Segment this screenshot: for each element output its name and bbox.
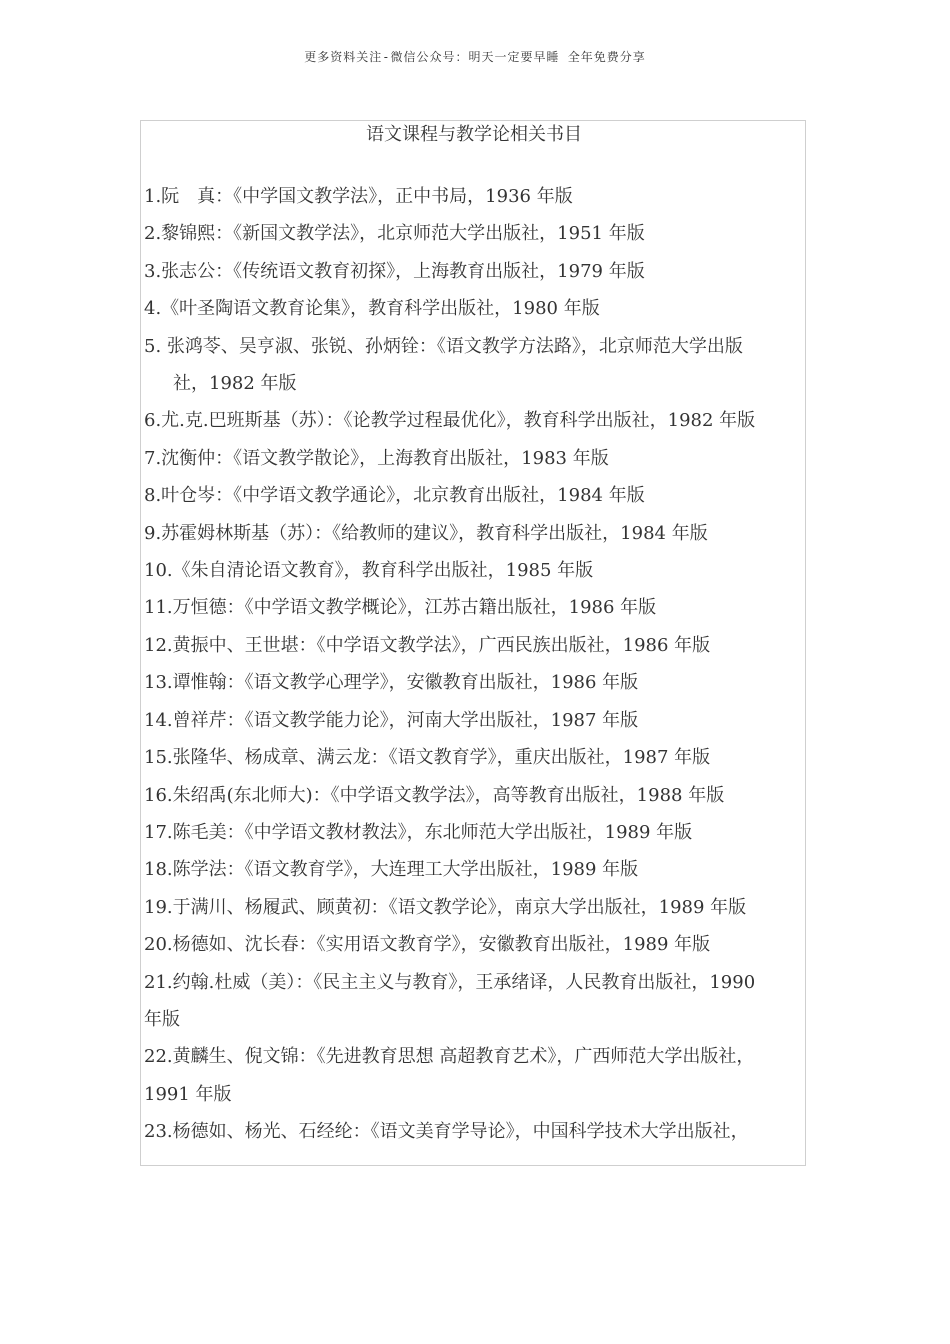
book-item-1: 1.阮 真：《中学国文教学法》，正中书局，1936 年版	[144, 186, 573, 207]
book-item-5: 5. 张鸿苓、吴亨淑、张锐、孙炳铨：《语文教学方法路》，北京师范大学出版	[144, 335, 743, 357]
book-item-5-continuation-text: 社，1982 年版	[173, 373, 297, 395]
book-list	[144, 178, 806, 1151]
document-frame	[140, 120, 806, 1166]
book-item-18: 18.陈学法：《语文教育学》，大连理工大学出版社，1989 年版	[144, 859, 639, 881]
book-item-13: 13.谭惟翰：《语文教学心理学》，安徽教育出版社，1986 年版	[144, 672, 639, 694]
book-item-11: 11.万恒德：《中学语文教学概论》，江苏古籍出版社，1986 年版	[144, 597, 657, 619]
book-item-21: 21.约翰.杜威（美）：《民主主义与教育》，王承绪译，人民教育出版社，1990	[144, 971, 756, 993]
book-item-21-continuation: 年版	[144, 1008, 180, 1030]
page-header-note: 更多资料关注-微信公众号：明天一定要早睡 全年免费分享	[304, 50, 646, 64]
book-item-22: 22.黄麟生、倪文锦：《先进教育思想 高超教育艺术》，广西师范大学出版社，	[144, 1046, 755, 1068]
book-item-14: 14.曾祥芹：《语文教学能力论》，河南大学出版社，1987 年版	[144, 709, 639, 731]
book-item-8: 8.叶仓岑：《中学语文教学通论》，北京教育出版社，1984 年版	[144, 485, 645, 507]
book-item-5-continuation	[144, 365, 806, 402]
book-item-16: 16.朱绍禹(东北师大)：《中学语文教学法》，高等教育出版社，1988 年版	[144, 784, 725, 806]
book-item-17: 17.陈毛美：《中学语文教材教法》，东北师范大学出版社，1989 年版	[144, 821, 693, 843]
book-item-20: 20.杨德如、沈长春：《实用语文教育学》，安徽教育出版社，1989 年版	[144, 934, 711, 956]
book-item-19: 19.于满川、杨履武、顾黄初：《语文教学论》，南京大学出版社，1989 年版	[144, 896, 747, 918]
book-item-3: 3.张志公：《传统语文教育初探》，上海教育出版社，1979 年版	[144, 260, 645, 282]
book-item-23: 23.杨德如、杨光、石经纶：《语文美育学导论》，中国科学技术大学出版社，	[144, 1121, 749, 1143]
book-item-12: 12.黄振中、王世堪：《中学语文教学法》，广西民族出版社，1986 年版	[144, 634, 711, 656]
book-item-2: 2.黎锦熙：《新国文教学法》，北京师范大学出版社，1951 年版	[144, 223, 645, 245]
book-item-7: 7.沈衡仲：《语文教学散论》，上海教育出版社，1983 年版	[144, 447, 609, 469]
document-title: 语文课程与教学论相关书目	[366, 124, 582, 145]
book-item-9: 9.苏霍姆林斯基（苏）：《给教师的建议》，教育科学出版社，1984 年版	[144, 522, 708, 544]
book-item-22-continuation: 1991 年版	[144, 1083, 232, 1105]
book-item-6: 6.尤.克.巴班斯基（苏）：《论教学过程最优化》，教育科学出版社，1982 年版	[144, 410, 756, 432]
book-item-10: 10.《朱自清论语文教育》，教育科学出版社，1985 年版	[144, 560, 594, 582]
book-item-4: 4.《叶圣陶语文教育论集》，教育科学出版社，1980 年版	[144, 298, 600, 320]
book-item-15: 15.张隆华、杨成章、满云龙：《语文教育学》，重庆出版社，1987 年版	[144, 747, 711, 769]
